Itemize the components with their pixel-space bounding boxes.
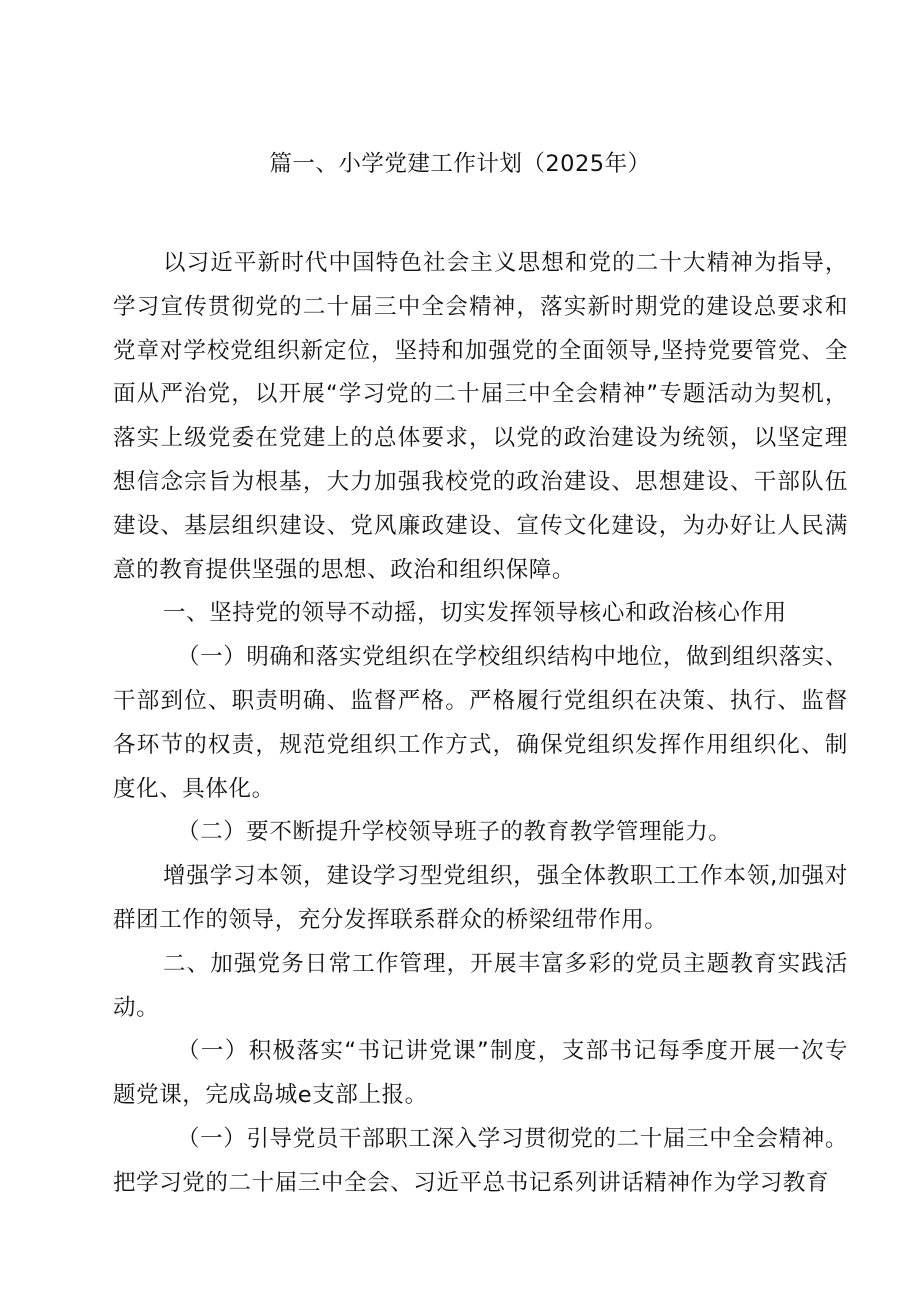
section-heading-2: 二、加强党务日常工作管理，开展丰富多彩的党员主题教育实践活动。 <box>113 950 848 1021</box>
section-heading-1: 一、坚持党的领导不动摇，切实发挥领导核心和政治核心作用 <box>163 600 787 627</box>
subsection-2-2: （一）引导党员干部职工深入学习贯彻党的二十届三中全会精神。把学习党的二十届三中全会、习近平总书记系列讲话精神作为学习教育 <box>113 1125 848 1196</box>
document-body <box>113 242 848 1206</box>
subsection-1-1: （一）明确和落实党组织在学校组织结构中地位，做到组织落实、干部到位、职责明确、监督严格。严格履行党组织在决策、执行、监督各环节的权责，规范党组织工作方式，确保党组织发挥作用组织化、制度化、具体化。 <box>113 644 848 802</box>
paragraph-study: 增强学习本领，建设学习型党组织，强全体教职工工作本领,加强对群团工作的领导，充分发挥联系群众的桥梁纽带作用。 <box>113 863 848 933</box>
paragraph-intro: 以习近平新时代中国特色社会主义思想和党的二十大精神为指导，学习宣传贯彻党的二十届三中全会精神，落实新时期党的建设总要求和党章对学校党组织新定位，坚持和加强党的全面领导,坚持党要管党、全面从严治党，以开展“学习党的二十届三中全会精神”专题活动为契机，落实上级党委在党建上的总体要求，以党的政治建设为统领，以坚定理想信念宗旨为根基，大力加强我校党的政治建设、思想建设、干部队伍建设、基层组织建设、党风廉政建设、宣传文化建设，为办好让人民满意的教育提供坚强的思想、政治和组织保障。 <box>113 250 848 583</box>
document-title: 篇一、小学党建工作计划（2025年） <box>269 151 651 177</box>
subsection-1-2: （二）要不断提升学校领导班子的教育教学管理能力。 <box>177 819 732 846</box>
subsection-2-1: （一）积极落实“书记讲党课”制度，支部书记每季度开展一次专题党课，完成岛城e支部上报。 <box>113 1038 848 1109</box>
